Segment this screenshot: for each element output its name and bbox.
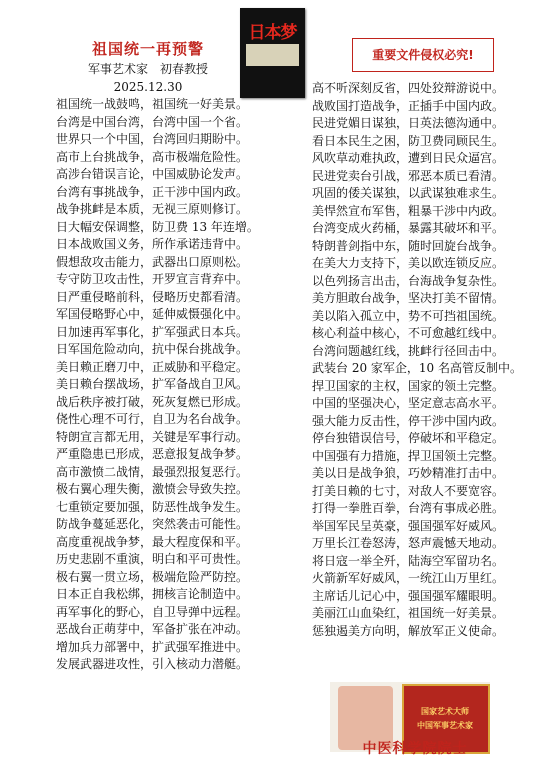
- poem-line: 增加兵力部署中，扩武强军推进中。: [56, 639, 249, 654]
- poem-line: 美丽江山血染红，祖国统一好美景。: [312, 606, 505, 620]
- poem-line: 惩独遏美方向明，解放军正义使命。: [312, 623, 505, 638]
- poem-line: 恶战台正萌芽中，军备扩张在冲动。: [56, 622, 249, 636]
- poem-line: 民进党媚日谋独，日英法德沟通中。: [312, 116, 505, 130]
- poem-line: 巩固的倭关谋独，以武谋独难求生。: [312, 186, 505, 200]
- poem-line: 美悍然宣布军售，粗暴干涉中内政。: [312, 203, 505, 218]
- poem-line: 台湾问题越红线，挑衅行径回击中。: [312, 343, 505, 358]
- poem-line: 民进党卖台引战，邪恶本质已看清。: [312, 168, 505, 183]
- poem-column-left: [56, 96, 311, 674]
- poem-line: 祖国统一战鼓鸣，祖国统一好美景。: [56, 97, 249, 111]
- poem-line: 日加速再军事化，扩军强武日本兵。: [56, 324, 249, 339]
- book-cover-image: [240, 8, 305, 98]
- poem-line: 美日赖台摆战场，扩军备战自卫风。: [56, 377, 249, 391]
- poem-line: 发展武器进攻性，引入核动力潜艇。: [56, 657, 249, 671]
- poem-line: 台湾变成火药桶，暴露其破坏和平。: [312, 221, 505, 235]
- poem-line: 中国强有力措施，捍卫国领土完整。: [312, 448, 505, 463]
- book-subtitle-block: [246, 44, 299, 66]
- date-line: 2025.12.30: [113, 80, 183, 94]
- poem-line: 美方胆敢台战争，坚决打美不留情。: [312, 291, 505, 305]
- poem-line: 特朗普剑指中东，随时回旋台战争。: [312, 238, 505, 253]
- poem-line: 极右翼一贯立场，极端危险严防控。: [56, 569, 249, 584]
- photo-caption: 中医科学院院士: [362, 741, 468, 757]
- poem-line: 日本正自我松绑，拥核言论制造中。: [56, 587, 249, 601]
- poem-line: 主席话儿记心中，强国强军耀眼明。: [312, 588, 505, 603]
- poem-line: 再军事化的野心，自卫导弹中远程。: [56, 604, 249, 619]
- poem-title: 祖国统一再预警: [91, 40, 204, 58]
- poem-line: 高度重视战争梦，最大程度保和平。: [56, 534, 249, 549]
- poem-line: 中国的坚强决心，坚定意志高水平。: [312, 396, 505, 410]
- poem-line: 侥性心理不可行，自卫为名台战争。: [56, 412, 249, 426]
- author-line: 军事艺术家 初春教授: [87, 62, 208, 76]
- poem-line: 打美日赖的七寸，对敌人不要宽容。: [312, 483, 505, 498]
- poem-line: 严重隐患已形成，恶意报复战争梦。: [56, 447, 249, 461]
- poem-line: 日军国危险动向，抗中保台挑战争。: [56, 342, 249, 356]
- poem-line: 捍卫国家的主权，国家的领土完整。: [312, 378, 505, 393]
- poem-line: 七重锁定要加强，防恶性战争发生。: [56, 499, 249, 514]
- poem-line: 日本战败国义务，所作承诺违背中。: [56, 237, 249, 251]
- poem-line: 美以日是战争狼，巧妙精准打击中。: [312, 466, 505, 480]
- poem-column-right: [312, 80, 542, 640]
- poem-line: 打得一拳胜百拳，台湾有事成必胜。: [312, 501, 505, 515]
- poem-line: 风吹草动难执政，遭到日民众逼宫。: [312, 151, 505, 165]
- poem-line: 历史悲剧不重演，明白和平可贵性。: [56, 552, 249, 566]
- poem-line: 举国军民呈英豪，强国强军好威风。: [312, 518, 505, 533]
- poem-line: 日严重侵略前科，侵略历史都看清。: [56, 289, 249, 304]
- poem-line: 将日寇一举全歼，陆海空军留功名。: [312, 553, 505, 568]
- poem-line: 战败国打造战争，正插手中国内政。: [312, 98, 505, 113]
- poem-line: 核心利益中核心，不可愈越红线中。: [312, 326, 505, 340]
- poem-line: 假想敌攻击能力，武器出口原则松。: [56, 254, 249, 269]
- certificate-line-2: 中国军事艺术家: [417, 721, 473, 730]
- poem-line: 强大能力反击性，停干涉中国内政。: [312, 413, 505, 428]
- poem-line: 看日本民生之困，防卫费同顾民生。: [312, 133, 505, 148]
- poem-line: 美日赖正磨刀中，正威胁和平稳定。: [56, 359, 249, 374]
- poem-line: 在美大力支持下，美以欧连锁反应。: [312, 256, 505, 270]
- poem-line: 台湾是中国台湾，台湾中国一个省。: [56, 114, 249, 129]
- poem-line: 火箭新军好威风，一统江山万里红。: [312, 571, 505, 585]
- poem-line: 万里长江卷怒涛，怒声震憾天地动。: [312, 536, 505, 550]
- poem-line: 美以陷入孤立中，势不可挡祖国统。: [312, 308, 505, 323]
- poem-line: 军国侵略野心中，延伸威慑强化中。: [56, 307, 249, 321]
- poem-line: 特朗宣言都无用，关键是军事行动。: [56, 429, 249, 444]
- poem-line: 日大幅安保调整，防卫费 13 年连增。: [56, 219, 259, 234]
- poem-line: 专守防卫攻击性，开罗宣言背弃中。: [56, 272, 249, 286]
- poem-line: 高市激愤二战情，最强烈报复恶行。: [56, 464, 249, 479]
- poem-line: 极右翼心理失衡，激愤会导致失控。: [56, 482, 249, 496]
- poem-line: 防战争蔓延恶化，突然袭击可能性。: [56, 517, 249, 531]
- poem-line: 停台独错误信号，停破坏和平稳定。: [312, 431, 505, 445]
- poem-line: 高市上台挑战争，高市极端危险性。: [56, 149, 249, 164]
- copyright-notice: 重要文件侵权必究!: [352, 38, 494, 72]
- poem-line: 台湾有事挑战争，正干涉中国内政。: [56, 184, 249, 199]
- poem-line: 高涉台错误言论，中国威胁论发声。: [56, 167, 249, 181]
- poem-line: 武装台 20 家军企，10 名高管反制中。: [312, 361, 522, 375]
- poem-line: 高不听深刻反省，四处狡辩游说中。: [312, 81, 505, 95]
- poem-line: 战争挑衅是本质，无视三原则修订。: [56, 202, 249, 216]
- book-title: 日本梦: [248, 23, 297, 43]
- poem-line: 世界只一个中国，台湾回归期盼中。: [56, 132, 249, 146]
- poem-line: 以色列扬言出击，台海战争复杂性。: [312, 273, 505, 288]
- poem-line: 战后秩序被打破，死灰复燃已形成。: [56, 394, 249, 409]
- certificate-line-1: 国家艺术大师: [421, 707, 469, 716]
